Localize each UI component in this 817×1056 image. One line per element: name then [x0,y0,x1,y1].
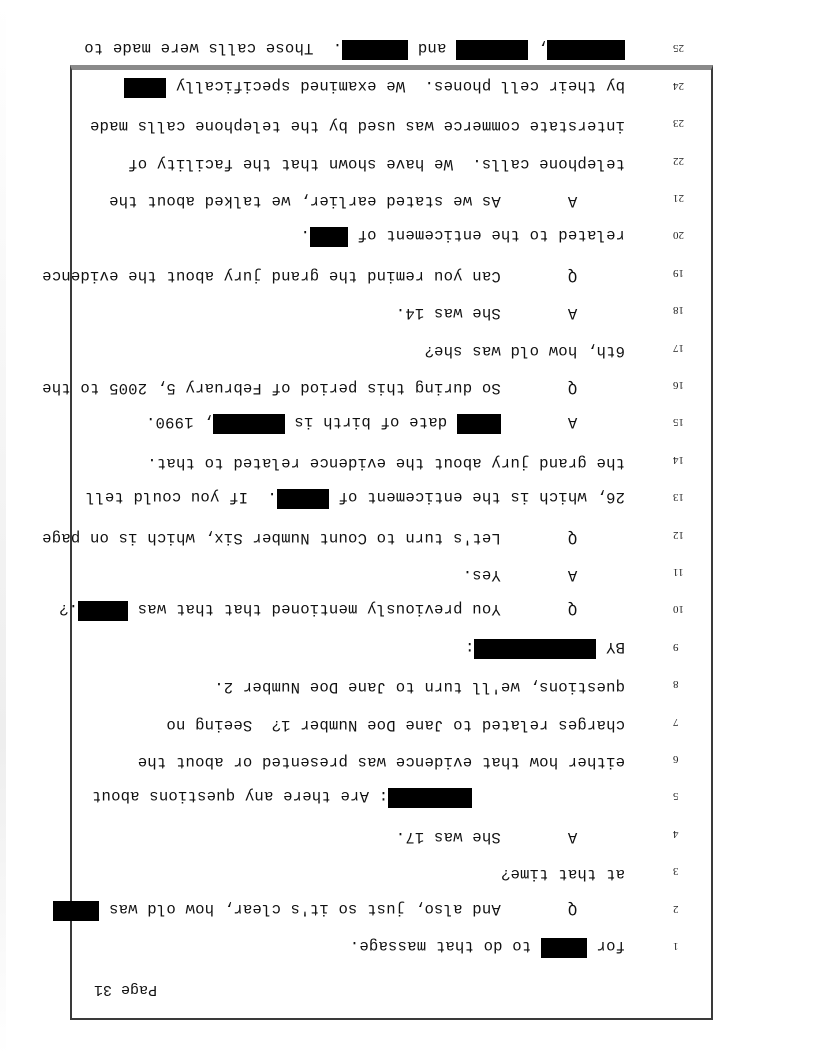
line-number: 22 [673,154,684,167]
line-text-segment: telephone calls. We have shown that the facility of [127,154,625,173]
transcript-line [72,296,711,326]
transcript-line [72,558,711,588]
line-text [86,828,625,846]
transcript-line [72,895,711,925]
redaction-bar [53,901,99,921]
line-text-segment: . [300,226,310,245]
line-text-segment: A She was 14. [395,304,625,323]
redaction-bar [547,40,625,60]
line-text-segment: and [408,39,456,58]
transcript-line [58,595,711,625]
line-text-segment: questions, we'll turn to Jane Doe Number 2. [214,678,625,697]
line-text [86,753,625,771]
transcript-line [72,408,711,438]
line-text-segment: A Yes. [462,566,625,584]
line-number: 21 [673,192,684,204]
line-number: 24 [673,79,684,92]
transcript-line [72,109,711,139]
line-text-segment: BY [596,637,625,656]
redaction-bar [277,489,329,509]
line-text-segment: charges related to Jane Doe Number 1? Seeing no [166,715,625,734]
transcript-line [72,820,711,850]
transcript-line [72,670,711,700]
transcript-line [72,708,711,738]
line-text-segment: A As we stated earlier, we talked about the [108,192,625,210]
line-text-segment: . If you could tell [85,488,277,507]
redaction-bar [124,78,166,98]
transcript-frame [41,39,713,1020]
redaction-bar [474,639,596,659]
transcript-line [72,34,711,64]
line-text-segment: , [527,39,547,58]
line-number: 8 [673,678,679,691]
line-text-segment: Q So during this period of February 5, 2005 to the [41,379,625,397]
line-text-segment: 26, which is the enticement of [328,488,625,507]
line-number: 10 [673,603,684,616]
line-text-segment: A She was 17. [395,827,625,846]
line-text [86,342,625,360]
line-text-segment: Q And also, just so it's clear, how old was [99,899,625,918]
transcript-line [72,221,711,251]
line-text [86,226,625,247]
line-text-segment: interstate commerce was used by the telephone calls made [89,117,625,136]
line-text-segment: to do that massage. [349,937,541,955]
scan-edge [0,0,6,1056]
line-number: 15 [673,416,684,429]
transcript-line [72,147,711,177]
line-text [86,638,625,659]
redaction-bar [78,601,128,621]
transcript-line [72,184,711,214]
line-text-segment: Q Can you remind the grand jury about the evidence [41,266,625,285]
line-number: 20 [673,229,684,242]
line-text-segment: , 1990. [145,413,213,432]
line-number: 12 [673,528,684,541]
line-text [86,155,625,173]
line-number: 5 [673,790,679,803]
transcript-line [72,334,711,364]
transcript-line [41,521,711,551]
line-text [86,937,625,958]
line-text-segment: A [500,413,625,432]
page-number-label: Page 31 [94,981,158,998]
line-number: 14 [673,453,684,466]
transcript-line [72,857,711,887]
line-number: 1 [673,940,679,952]
line-number: 4 [673,827,679,840]
line-text [58,600,625,621]
transcript-line [72,782,711,812]
line-number: 18 [673,304,684,317]
line-text [86,304,625,322]
line-number: 19 [673,266,684,279]
redaction-bar [541,938,587,958]
line-text-segment: : Are there any questions about [91,787,389,806]
redaction-bar [388,788,472,808]
transcript-line [72,446,711,476]
line-number: 2 [673,902,679,915]
line-text-segment: for [586,937,625,955]
line-number: 17 [673,341,684,354]
line-text-segment [472,787,625,805]
redaction-bar [457,414,501,434]
transcript-line [41,259,711,289]
line-number: 25 [673,42,684,55]
line-text-segment: 6th, how old was she? [424,341,625,360]
line-number: 9 [673,640,679,653]
redaction-bar [213,414,285,434]
line-text [41,379,625,397]
line-text [86,77,625,98]
line-text-segment: at that time? [500,865,625,884]
line-text [86,787,625,808]
line-number: 13 [673,491,684,504]
line-text [41,266,625,285]
line-number: 6 [673,753,679,765]
line-text-segment: : [464,637,475,656]
line-text [86,117,625,135]
line-text [86,716,625,734]
line-text [86,488,625,509]
line-text [86,566,625,584]
line-text [86,454,625,472]
line-text [86,192,625,210]
redaction-bar [456,40,528,60]
line-number: 16 [673,379,684,391]
transcript-line [72,72,711,102]
line-text [86,678,625,696]
redaction-bar [310,227,348,247]
line-text [41,528,625,547]
line-text-segment: .? [58,600,78,619]
line-text-segment: related to the enticement of [347,226,625,245]
line-text-segment: date of birth is [284,413,457,432]
line-number: 11 [673,566,684,578]
redaction-bar [342,40,408,60]
line-text-segment: Q Let's turn to Count Number Six, which is on page [41,528,625,547]
line-number: 3 [673,865,679,878]
transcript-line [72,483,711,513]
line-text-segment: Q You previously mentioned that that was [127,600,625,619]
transcript-line [72,932,711,962]
line-text-segment: by their cell phones. We examined specifically [166,76,625,95]
transcript-line [72,745,711,775]
transcript-line [72,633,711,663]
line-text-segment: either how that evidence was presented or about the [137,753,625,771]
line-text [86,413,625,434]
line-number: 23 [673,117,684,130]
line-text-segment: the grand jury about the evidence related to that. [147,453,625,472]
line-text [86,865,625,883]
line-number: 7 [673,715,679,728]
transcript-line [41,371,711,401]
line-text [86,39,625,60]
line-text-segment: . Those calls were made to [84,39,343,58]
line-text [86,900,625,921]
